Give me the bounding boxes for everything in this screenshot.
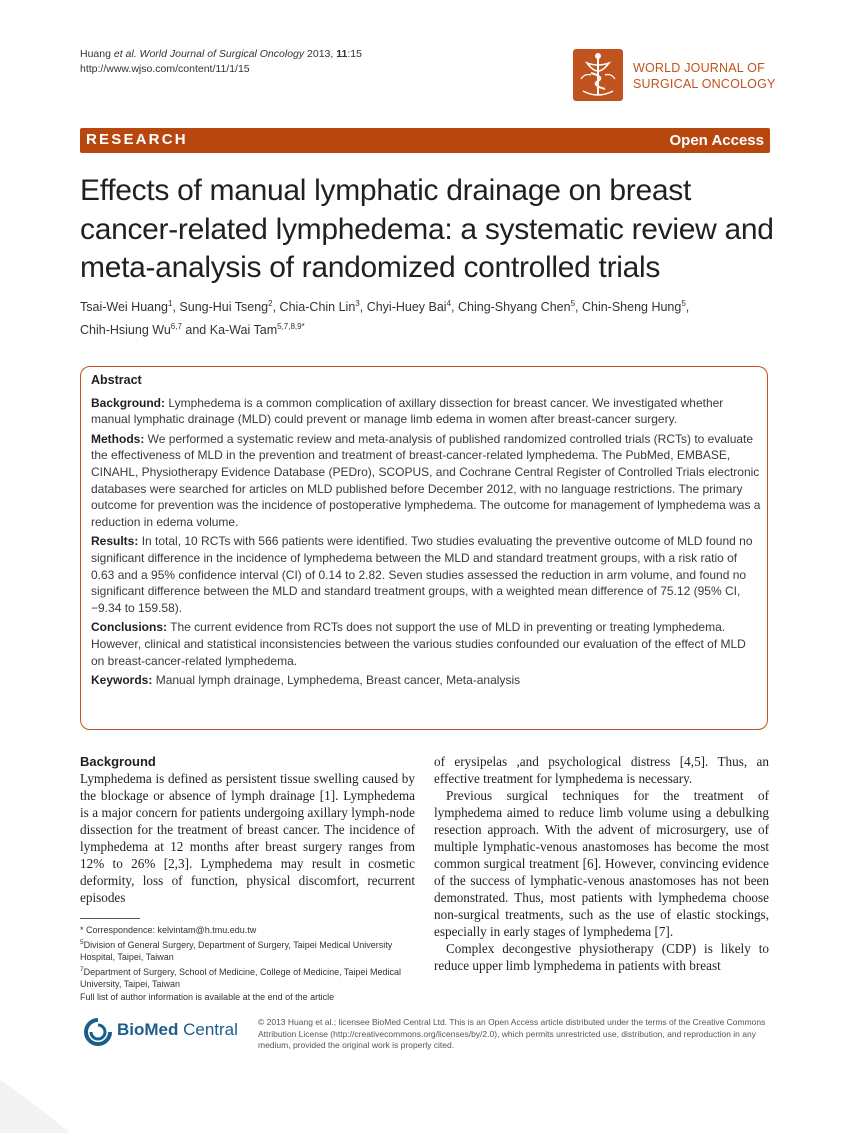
author: Chyi-Huey Bai$^4$	[366, 299, 452, 315]
body-paragraph: of erysipelas ,and psychological distress [4,5]. Thus, an effective treatment for lymphedema is necessary.	[434, 754, 769, 786]
section-heading: Background	[80, 754, 156, 769]
abstract-methods: Methods: We performed a systematic review and meta-analysis of published randomized controlled trials (RCTs) to evaluate the effectiveness of MLD in the prevention and treatment of breast-cancer-related lymphedema. The PubMed, EMBASE, CINAHL, Physiotherapy Evidence Database (PEDro), SCOPUS, and Cochrane Central Register of Controlled Trials electronic databases were searched for articles on MLD published before December 2012, with no language restrictions. The primary outcome for prevention was the incidence of postoperative lymphedema. The outcome for management of lymphedema was a reduction in edema volume.	[91, 431, 761, 529]
abstract-results: Results: In total, 10 RCTs with 566 patients were identified. Two studies evaluating the preventive outcome of MLD found no significant difference in the incidence of lymphedema between the MLD and standard treatment groups, with a risk ratio of 0.63 and a 95% confidence interval (CI) of 0.14 to 2.82. Seven studies assessed the reduction in arm volume, and found no significant difference between the MLD and standard treatment groups, with a weighted mean difference of 75.12 (95% CI, −9.34 to 159.58).	[91, 534, 753, 615]
abstract-conclusions: Conclusions: The current evidence from RCTs does not support the use of MLD in preventing or treating lymphedema. However, clinical and statistical inconsistencies between the various studies confounded our evaluation of the effect of MLD on breast-cancer-related lymphedema.	[91, 620, 746, 668]
abstract-background: Background: Lymphedema is a common complication of axillary dissection for breast cancer. We investigated whether manual lymphatic drainage (MLD) could prevent or manage limb edema in women after breast-cancer surgery.	[91, 395, 724, 427]
article-type-label: RESEARCH	[86, 131, 188, 148]
body-paragraph: Complex decongestive physiotherapy (CDP) is likely to reduce upper limb lymphedema in patients with breast	[434, 941, 769, 973]
author: Chih-Hsiung Wu$^{6,7}$	[80, 322, 182, 338]
footnote-divider	[80, 918, 140, 919]
journal-logo	[573, 49, 623, 101]
citation-line: Huang et al. World Journal of Surgical Oncology 2013, 11:15	[80, 48, 362, 60]
author: Chin-Sheng Hung$^5$	[581, 299, 686, 315]
body-paragraph: Previous surgical techniques for the treatment of lymphedema aimed to reduce limb volume using a debulking resection approach. With the advent of microsurgery, use of multiple lymphatic-venous anastomoses has become the most common surgical treatment [6]. However, convincing evidence of the success of lymphatic-venous anastomoses has not been demonstrated. Thus, most patients with lymphedema choose non-surgical treatments, such as the use of elastic stockings, especially in early stages of lymphedema [7].	[434, 788, 769, 939]
affiliation-note: $^5$Division of General Surgery, Department of Surgery, Taipei Medical University Hospital, Taipei, Taiwan	[80, 938, 393, 962]
body-right-column	[434, 753, 769, 974]
affiliation-note: $^7$Department of Surgery, School of Medicine, College of Medicine, Taipei Medical University, Taipei, Taiwan	[80, 965, 401, 989]
author-info-note: Full list of author information is available at the end of the article	[80, 991, 335, 1002]
abstract-heading: Abstract	[91, 373, 142, 387]
author: Chia-Chin Lin$^3$	[279, 299, 360, 315]
page-corner-fold	[0, 1060, 70, 1133]
article-title: Effects of manual lymphatic drainage on breast cancer-related lymphedema: a systematic review and meta-analysis of randomized controlled trials	[80, 174, 774, 284]
publisher-name: BioMed Central	[117, 1020, 238, 1039]
author: Tsai-Wei Huang$^1$	[80, 299, 173, 315]
caduceus-icon	[573, 49, 623, 101]
header-citation	[80, 47, 362, 77]
body-paragraph: Lymphedema is defined as persistent tissue swelling caused by the blockage or absence of lymph drainage [1]. Lymphedema is a major concern for patients undergoing axillary lymph-node dissection for the treatment of breast cancer. The incidence of lymphedema at 12 months after breast surgery ranges from 12% to 26% [2,3]. Lymphedema may result in cosmetic deformity, loss of function, physical discomfort, recurrent episodes	[80, 771, 415, 905]
author: Sung-Hui Tseng$^2$	[179, 299, 273, 315]
authors-and: and	[185, 323, 207, 338]
body-left-column	[80, 753, 415, 906]
abstract-keywords: Keywords: Manual lymph drainage, Lymphedema, Breast cancer, Meta-analysis	[91, 673, 521, 688]
abstract-content	[91, 372, 761, 692]
correspondence-note: * Correspondence: kelvintam@h.tmu.edu.tw	[80, 925, 257, 935]
biomed-swirl-icon	[80, 1017, 116, 1047]
article-url[interactable]: http://www.wjso.com/content/11/1/15	[80, 63, 250, 75]
journal-name: WORLD JOURNAL OF SURGICAL ONCOLOGY	[633, 61, 776, 91]
open-access-label: Open Access	[669, 132, 764, 149]
author-list: Tsai-Wei Huang$^1$, Sung-Hui Tseng$^2$, Chia-Chin Lin$^3$, Chyi-Huey Bai$^4$, Ching-Shyang Chen$^5$, Chin-Sheng Hung$^5$, Chih-Hsiung Wu$^{6,7}$ and Ka-Wai Tam$^{5,7,8,9*}$	[80, 299, 690, 338]
footnotes	[80, 924, 415, 1003]
license-text: © 2013 Huang et al.; licensee BioMed Central Ltd. This is an Open Access article distributed under the terms of the Creative Commons Attribution License (http://creativecommons.org/licenses/by/2.0), which permits unrestricted use, distribution, and reproduction in any medium, provided the original work is properly cited.	[258, 1017, 766, 1050]
author: Ching-Shyang Chen$^5$	[457, 299, 576, 315]
author: Ka-Wai Tam$^{5,7,8,9*}$	[209, 322, 305, 338]
